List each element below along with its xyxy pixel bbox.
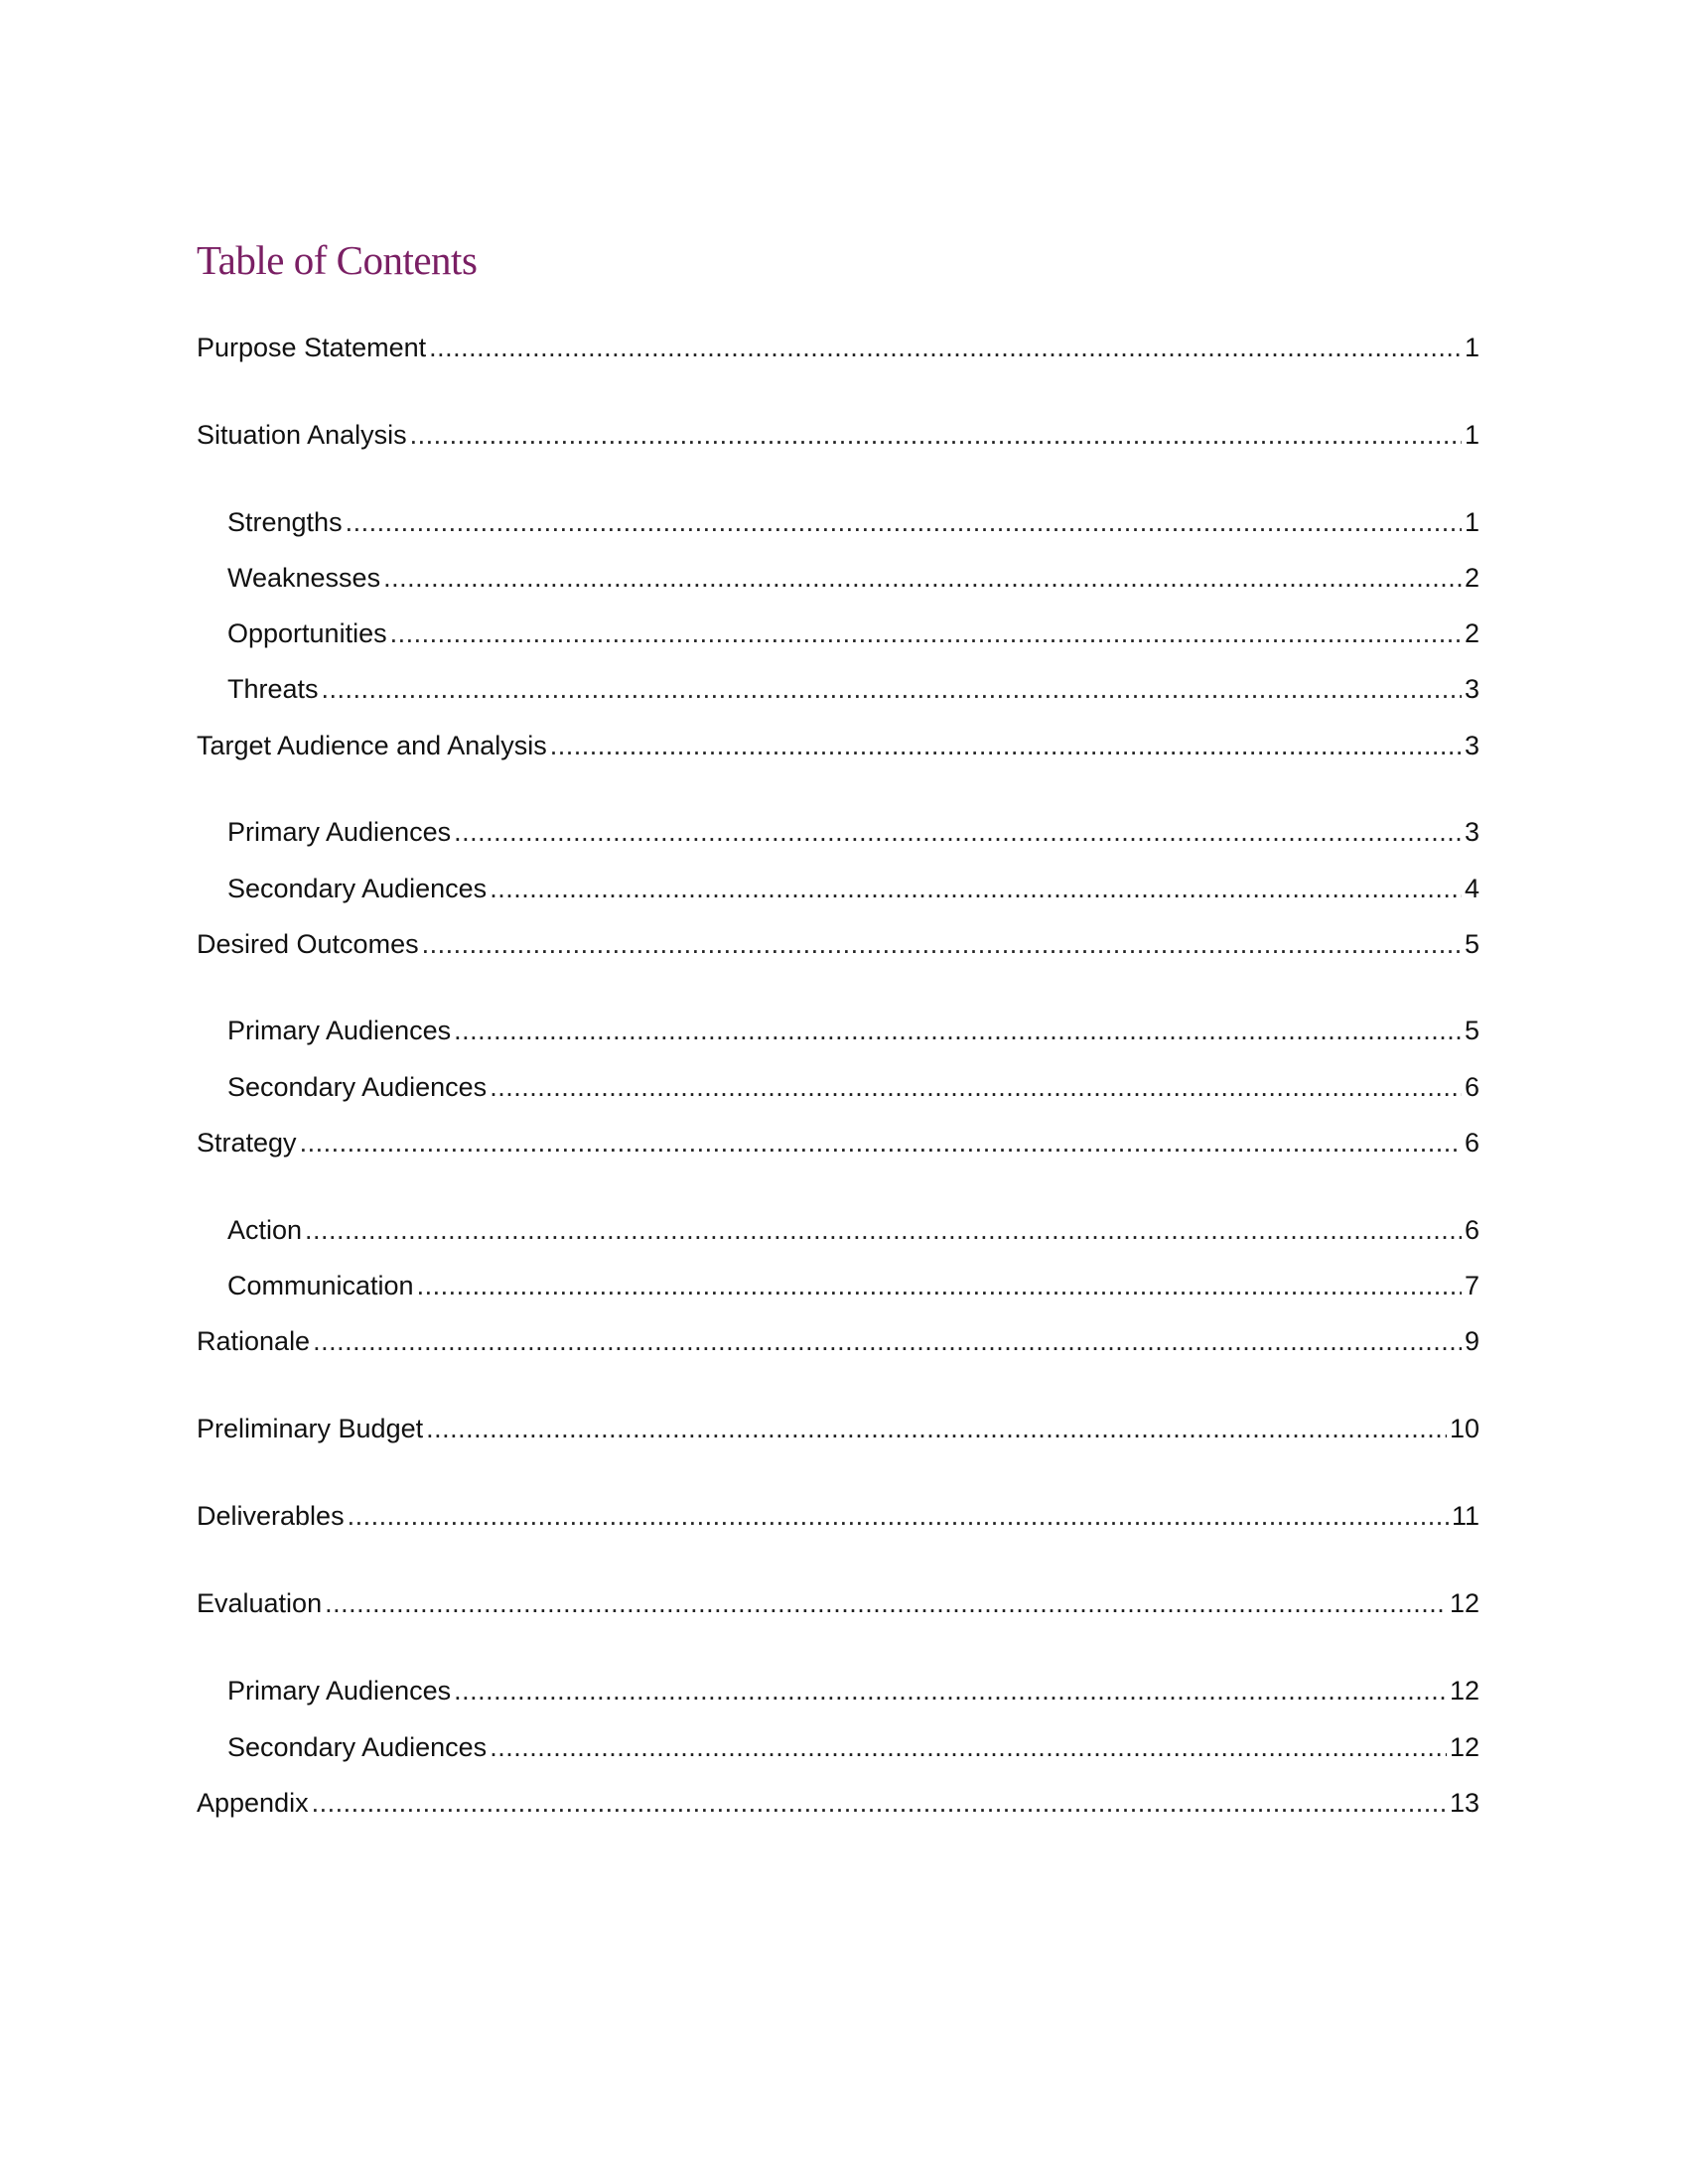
dot-leader — [550, 726, 1462, 765]
toc-page-number: 4 — [1464, 874, 1479, 903]
toc-entry-label: Opportunities — [227, 618, 387, 648]
dot-leader — [490, 869, 1462, 908]
toc-page-number: 5 — [1464, 929, 1479, 959]
toc-entry-label: Secondary Audiences — [227, 1072, 488, 1102]
toc-entry-label: Weaknesses — [227, 563, 381, 593]
dot-leader — [390, 614, 1462, 653]
toc-entry-strategy[interactable] — [197, 1123, 1479, 1162]
toc-entry-weaknesses[interactable] — [227, 558, 1479, 598]
toc-entry-situation-analysis[interactable] — [197, 415, 1479, 455]
dot-leader — [422, 924, 1462, 964]
dot-leader — [490, 1727, 1447, 1767]
dot-leader — [454, 1011, 1462, 1050]
toc-page-number: 6 — [1464, 1128, 1479, 1158]
toc-page-number: 2 — [1464, 563, 1479, 593]
toc-page-number: 3 — [1464, 731, 1479, 760]
toc-entry-label: Threats — [227, 674, 319, 704]
dot-leader — [429, 328, 1462, 367]
toc-entry-label: Strategy — [197, 1128, 297, 1158]
toc-entry-label: Primary Audiences — [227, 1676, 452, 1706]
toc-page-number: 1 — [1464, 420, 1479, 450]
toc-entry-label: Situation Analysis — [197, 420, 407, 450]
page-title: Table of Contents — [197, 237, 478, 283]
toc-entry-label: Desired Outcomes — [197, 929, 419, 959]
toc-entry-label: Action — [227, 1215, 303, 1245]
toc-entry-label: Evaluation — [197, 1588, 323, 1618]
dot-leader — [312, 1783, 1447, 1823]
toc-entry-preliminary-budget[interactable] — [197, 1409, 1479, 1448]
toc-entry-threats[interactable] — [227, 669, 1479, 709]
toc-page-number: 3 — [1464, 817, 1479, 847]
toc-entry-primary-audiences[interactable] — [227, 812, 1479, 852]
dot-leader — [383, 558, 1462, 598]
toc-entry-secondary-audiences[interactable] — [227, 869, 1479, 908]
toc-entry-label: Strengths — [227, 507, 343, 537]
toc-entry-purpose-statement[interactable] — [197, 328, 1479, 367]
toc-entry-action[interactable] — [227, 1210, 1479, 1250]
toc-page-number: 7 — [1464, 1271, 1479, 1300]
toc-entry-label: Appendix — [197, 1788, 309, 1818]
toc-entry-communication[interactable] — [227, 1266, 1479, 1305]
toc-page-number: 6 — [1464, 1072, 1479, 1102]
toc-entry-target-audience-and-analysis[interactable] — [197, 726, 1479, 765]
toc-page-number: 12 — [1449, 1588, 1479, 1618]
dot-leader — [322, 669, 1462, 709]
toc-entry-primary-audiences[interactable] — [227, 1011, 1479, 1050]
toc-entry-evaluation[interactable] — [197, 1583, 1479, 1623]
toc-page-number: 3 — [1464, 674, 1479, 704]
toc-entry-desired-outcomes[interactable] — [197, 924, 1479, 964]
toc-page-number: 12 — [1449, 1732, 1479, 1762]
toc-page-number: 12 — [1449, 1676, 1479, 1706]
toc-entry-label: Deliverables — [197, 1501, 345, 1531]
toc-entry-secondary-audiences[interactable] — [227, 1727, 1479, 1767]
dot-leader — [313, 1321, 1462, 1361]
toc-page-number: 10 — [1449, 1414, 1479, 1443]
toc-page-number: 1 — [1464, 507, 1479, 537]
dot-leader — [348, 1496, 1449, 1536]
dot-leader — [490, 1067, 1462, 1107]
dot-leader — [305, 1210, 1462, 1250]
toc-entry-label: Primary Audiences — [227, 1016, 452, 1045]
dot-leader — [417, 1266, 1462, 1305]
toc-entry-appendix[interactable] — [197, 1783, 1479, 1823]
dot-leader — [325, 1583, 1447, 1623]
toc-page-number: 1 — [1464, 333, 1479, 362]
toc-page-number: 6 — [1464, 1215, 1479, 1245]
toc-entry-opportunities[interactable] — [227, 614, 1479, 653]
toc-entry-label: Target Audience and Analysis — [197, 731, 547, 760]
toc-entry-label: Secondary Audiences — [227, 874, 488, 903]
toc-entry-primary-audiences[interactable] — [227, 1671, 1479, 1710]
dot-leader — [410, 415, 1462, 455]
dot-leader — [426, 1409, 1447, 1448]
toc-entry-label: Secondary Audiences — [227, 1732, 488, 1762]
toc-entry-label: Purpose Statement — [197, 333, 427, 362]
dot-leader — [300, 1123, 1462, 1162]
dot-leader — [454, 1671, 1447, 1710]
toc-page-number: 13 — [1449, 1788, 1479, 1818]
toc-entry-label: Communication — [227, 1271, 414, 1300]
toc-entry-rationale[interactable] — [197, 1321, 1479, 1361]
toc-entry-label: Rationale — [197, 1326, 311, 1356]
dot-leader — [454, 812, 1462, 852]
toc-page-number: 9 — [1464, 1326, 1479, 1356]
toc-entry-label: Preliminary Budget — [197, 1414, 424, 1443]
toc-page-number: 11 — [1451, 1501, 1479, 1531]
toc-entry-label: Primary Audiences — [227, 817, 452, 847]
toc-entry-strengths[interactable] — [227, 502, 1479, 542]
dot-leader — [346, 502, 1462, 542]
toc-page-number: 2 — [1464, 618, 1479, 648]
toc-page-number: 5 — [1464, 1016, 1479, 1045]
toc-entry-deliverables[interactable] — [197, 1496, 1479, 1536]
toc-entry-secondary-audiences[interactable] — [227, 1067, 1479, 1107]
